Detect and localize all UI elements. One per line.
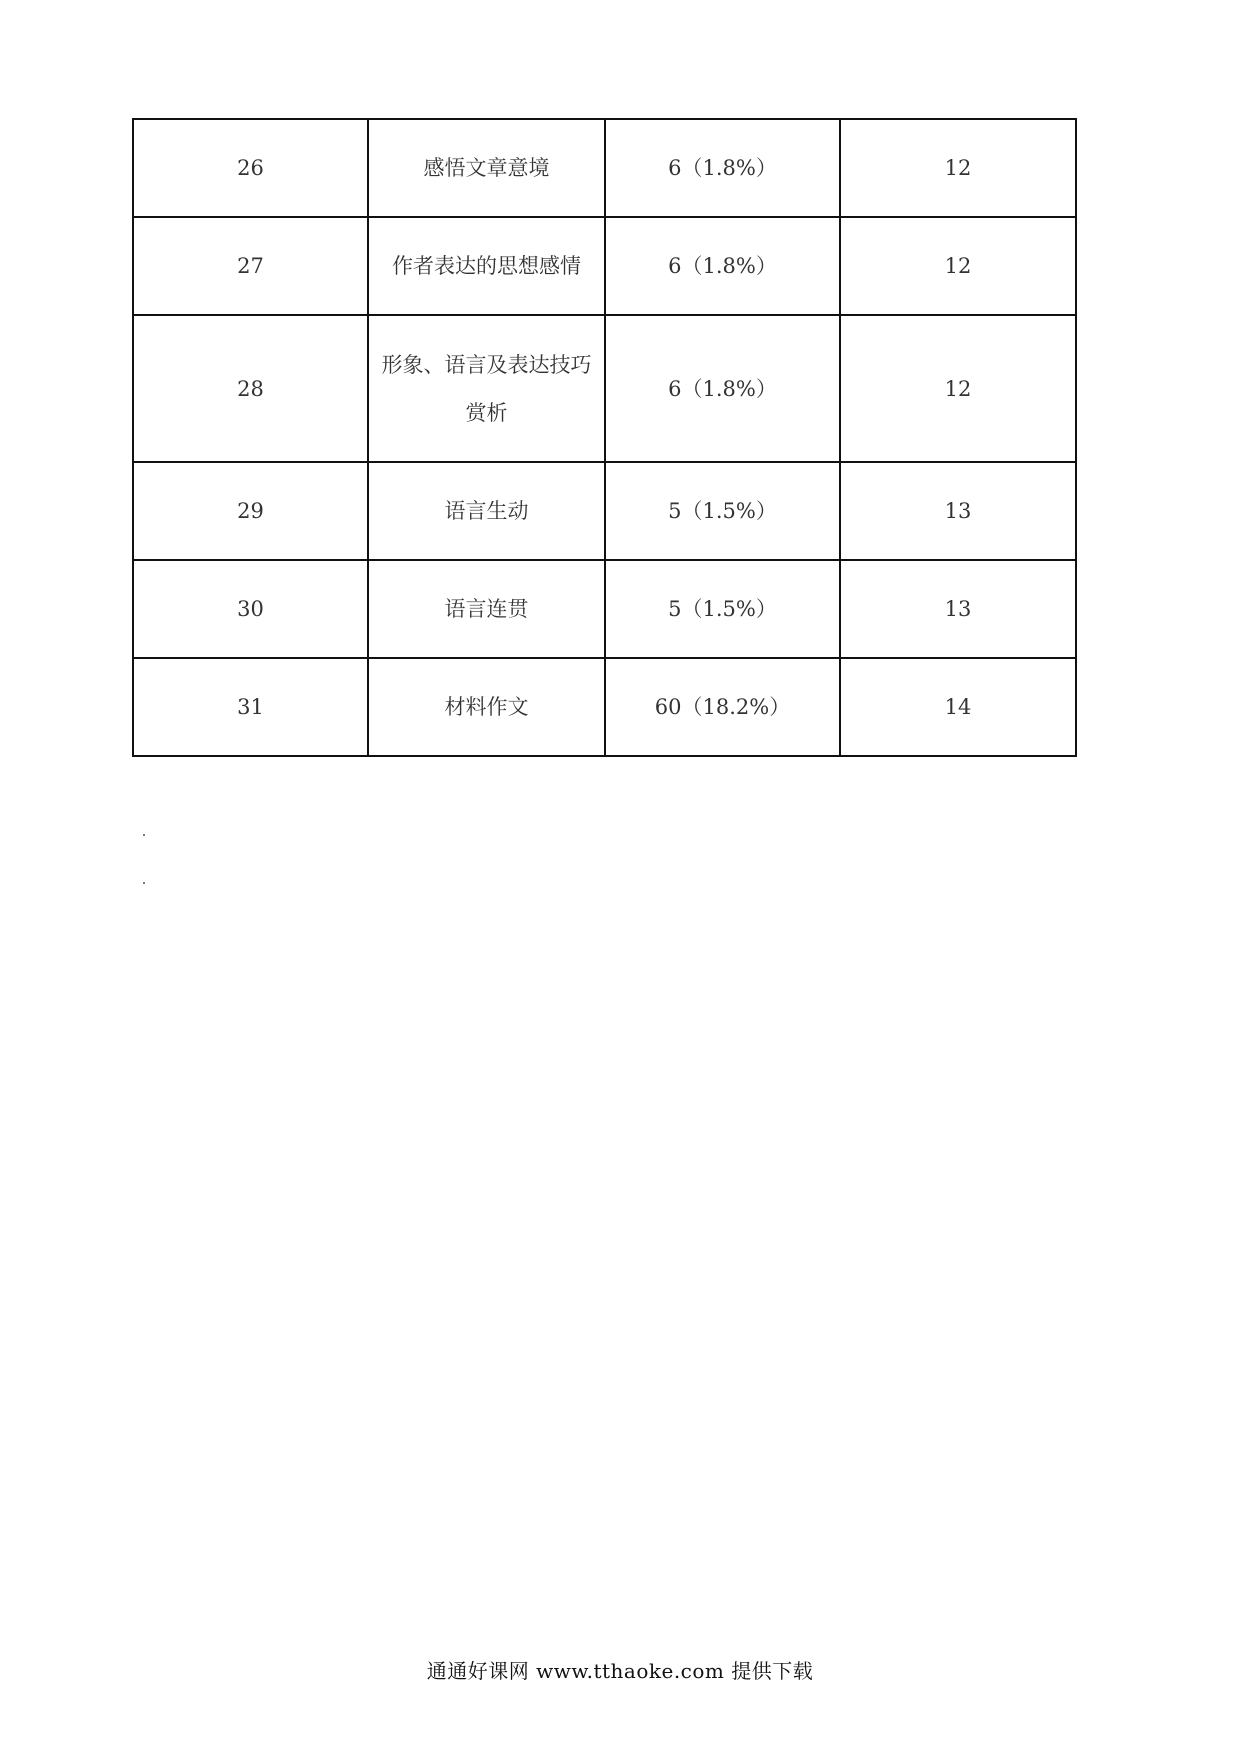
- score-cell: 5（1.5%）: [605, 560, 840, 658]
- score-cell: 5（1.5%）: [605, 462, 840, 560]
- difficulty-cell: 13: [840, 560, 1076, 658]
- question-number-cell: 28: [133, 315, 368, 462]
- paragraph-mark: [143, 882, 145, 884]
- question-number-cell: 30: [133, 560, 368, 658]
- table-row: [133, 315, 1076, 462]
- difficulty-cell: 14: [840, 658, 1076, 756]
- difficulty-cell: 12: [840, 119, 1076, 217]
- difficulty-cell: 13: [840, 462, 1076, 560]
- assessment-item-cell: 形象、语言及表达技巧赏析: [368, 315, 605, 462]
- paragraph-mark: [143, 834, 145, 836]
- score-cell: 6（1.8%）: [605, 315, 840, 462]
- footer-source-note: 通通好课网 www.tthaoke.com 提供下载: [426, 1659, 814, 1683]
- score-cell: 60（18.2%）: [605, 658, 840, 756]
- assessment-item-cell: 材料作文: [368, 658, 605, 756]
- table-row: [133, 217, 1076, 315]
- table-row: [133, 658, 1076, 756]
- assessment-item-cell: 作者表达的思想感情: [368, 217, 605, 315]
- score-cell: 6（1.8%）: [605, 119, 840, 217]
- assessment-item-cell: 感悟文章意境: [368, 119, 605, 217]
- table-row: [133, 462, 1076, 560]
- question-number-cell: 29: [133, 462, 368, 560]
- assessment-item-cell: 语言连贯: [368, 560, 605, 658]
- assessment-item-cell: 语言生动: [368, 462, 605, 560]
- score-cell: 6（1.8%）: [605, 217, 840, 315]
- table-row: [133, 119, 1076, 217]
- difficulty-cell: 12: [840, 315, 1076, 462]
- question-number-cell: 31: [133, 658, 368, 756]
- question-number-cell: 26: [133, 119, 368, 217]
- score-table: [132, 118, 1077, 757]
- difficulty-cell: 12: [840, 217, 1076, 315]
- question-number-cell: 27: [133, 217, 368, 315]
- table-row: [133, 560, 1076, 658]
